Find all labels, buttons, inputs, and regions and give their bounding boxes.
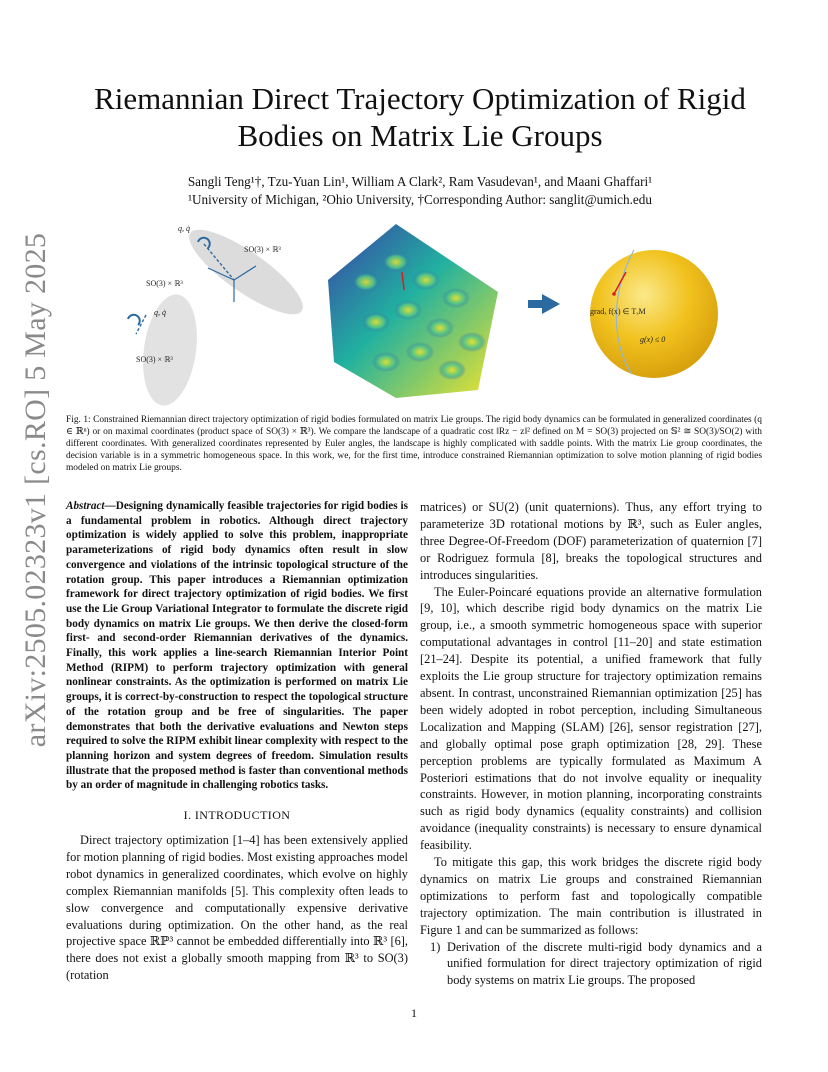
label-so3-r3-bottom: SO(3) × ℝ³: [136, 355, 173, 364]
section-heading-introduction: I. INTRODUCTION: [183, 808, 291, 823]
arxiv-stamp-text: arXiv:2505.02323v1 [cs.RO] 5 May 2025: [19, 232, 52, 748]
label-so3-r3-top: SO(3) × ℝ³: [244, 245, 281, 254]
transition-arrow: [528, 294, 560, 314]
label-constraint: g(x) ≤ 0: [640, 335, 666, 344]
intro-paragraph-1: Direct trajectory optimization [1–4] has been extensively applied for motion planning of rigid bodies. Most existing approaches model robot dynamics in generalized coordinates, which evolve on highly complex Riemannian manifolds [5]. This complexity often leads to slow convergence and computationally expensive derivative evaluations during optimization. On the other hand, as the real projective space ℝℙ³ cannot be embedded differentially into ℝ³ [6], there does not exist a globally smooth mapping from ℝ³ to SO(3) (rotation: [66, 832, 408, 983]
paper-title: Riemannian Direct Trajectory Optimization of Rigid Bodies on Matrix Lie Groups: [94, 81, 746, 153]
right-paragraph-3: To mitigate this gap, this work bridges the discrete rigid body dynamics on matrix Lie groups and constrained Riemannian optimizations to perform fast and topologically compatible trajectory optimization. The main contribution is illustrated in Figure 1 and can be summarized as follows:: [420, 855, 762, 937]
page-number: 1: [411, 1006, 417, 1020]
label-q-qdot-top: q, q̇: [178, 224, 190, 233]
homogeneous-sphere: [590, 250, 718, 378]
figure-caption: Fig. 1: Constrained Riemannian direct trajectory optimization of rigid bodies formulated on matrix Lie groups. The rigid body dynamics can be formulated in generalized coordinates (q ∈ ℝⁿ) or on maximal coordinates (product space of SO(3) × ℝ³). We compare the landscape of a quadratic cost ‖Rz − z‖² defined on M = SO(3) projected on 𝕊² ≅ SO(3)/SO(2) with different coordinates. With generalized coordinates represented by Euler angles, the landscape is highly complicated with saddle points. With the matrix Lie group coordinates, the decision variable is in a symmetric homogeneous space. In this work, we, for the first time, introduce constrained Riemannian optimization to solve motion planning of rigid bodies modeled on matrix Lie groups.: [66, 415, 762, 473]
abstract-body: —Designing dynamically feasible trajectories for rigid bodies is a fundamental problem in robotics. Although direct trajectory optimization is widely applied to solve this problem, inappropriate parameterizations of rigid body dynamics often result in slow convergence and violations of the intrinsic topological structure of the rotation group. This paper introduces a Riemannian optimization framework for direct trajectory optimization of rigid bodies. We first use the Lie Group Variational Integrator to formulate the discrete rigid body dynamics on matrix Lie groups. We then derive the closed-form first- and second-order Riemannian derivatives of the dynamics. Finally, this work applies a line-search Riemannian Interior Point Method (RIPM) to perform trajectory optimization with general nonlinear constraints. As the optimization is performed on matrix Lie groups, it is correct-by-construction to respect the topological structure of the rotation group and be free of singularities. The paper demonstrates that both the derivative evaluations and Newton steps required to solve the RIPM exhibit linear complexity with respect to the planning horizon and system degrees of freedom. Simulation results illustrate that the proposed method is faster than conventional methods by an order of magnitude in challenging robotics tasks.: [66, 500, 408, 792]
right-paragraph-1: matrices) or SU(2) (unit quaternions). Thus, any effort trying to parameterize 3D rotational motions by ℝ³, such as Euler angles, three Degree-Of-Freedom (DOF) parameterization of quaternion [7] or Rodriguez formula [8], breaks the topological structures and introduces singularities.: [420, 500, 762, 582]
link-ellipse-bottom: [136, 291, 203, 408]
figure-1-graphic: [66, 222, 766, 408]
list-item: [420, 939, 762, 990]
right-paragraph-2: The Euler-Poincaré equations provide an alternative formulation [9, 10], which describe rigid body dynamics on the matrix Lie group, i.e., a smooth symmetric homogeneous space with superior computational advantages in control [11–20] and state estimation [21–24]. Despite its potential, a unified framework that fully exploits the Lie group structure for trajectory optimization remains absent. In contrast, unconstrained Riemannian optimization [25] has been widely adopted in robot perception, including Simultaneous Localization and Mapping (SLAM) [26], sensor registration [27], and globally optimal pose graph optimization [28, 29]. These perception problems are typically formulated as Maximum A Posteriori estimations that do not involve equality or inequality constraints. However, in motion planning, incorporating constraints such as rigid body dynamics (equality constraints) and collision avoidance (inequality constraints) is necessary to ensure dynamical feasibility.: [420, 584, 762, 853]
contribution-list: [420, 939, 762, 990]
rigid-body-diagram: [128, 222, 313, 408]
label-so3-r3-mid: SO(3) × ℝ³: [146, 279, 183, 288]
author-list: Sangli Teng¹†, Tzu-Yuan Lin¹, William A Clark², Ram Vasudevan¹, and Maani Ghaffari¹: [187, 174, 653, 189]
list-item-number: 1): [430, 939, 441, 954]
left-column: [66, 499, 408, 984]
list-item-text: Derivation of the discrete multi-rigid body dynamics and a unified formulation for direct trajectory optimization of rigid body systems on matrix Lie groups. The proposed: [447, 939, 762, 988]
right-column: [420, 499, 762, 989]
label-q-qdot-bottom: q, q̇: [154, 308, 166, 317]
abstract-lead: Abstract: [66, 500, 105, 512]
affiliations: ¹University of Michigan, ²Ohio University, †Corresponding Author: sanglit@umich.edu: [188, 192, 652, 207]
abstract: [66, 499, 408, 793]
cost-landscape-surface: [328, 224, 498, 398]
joint-arrow-2: [128, 315, 140, 325]
arxiv-stamp: [18, 232, 54, 748]
link-ellipse-top: [179, 222, 313, 327]
figure-1: [66, 222, 766, 408]
label-grad: gradₓ f(x) ∈ TₓM: [590, 307, 646, 316]
